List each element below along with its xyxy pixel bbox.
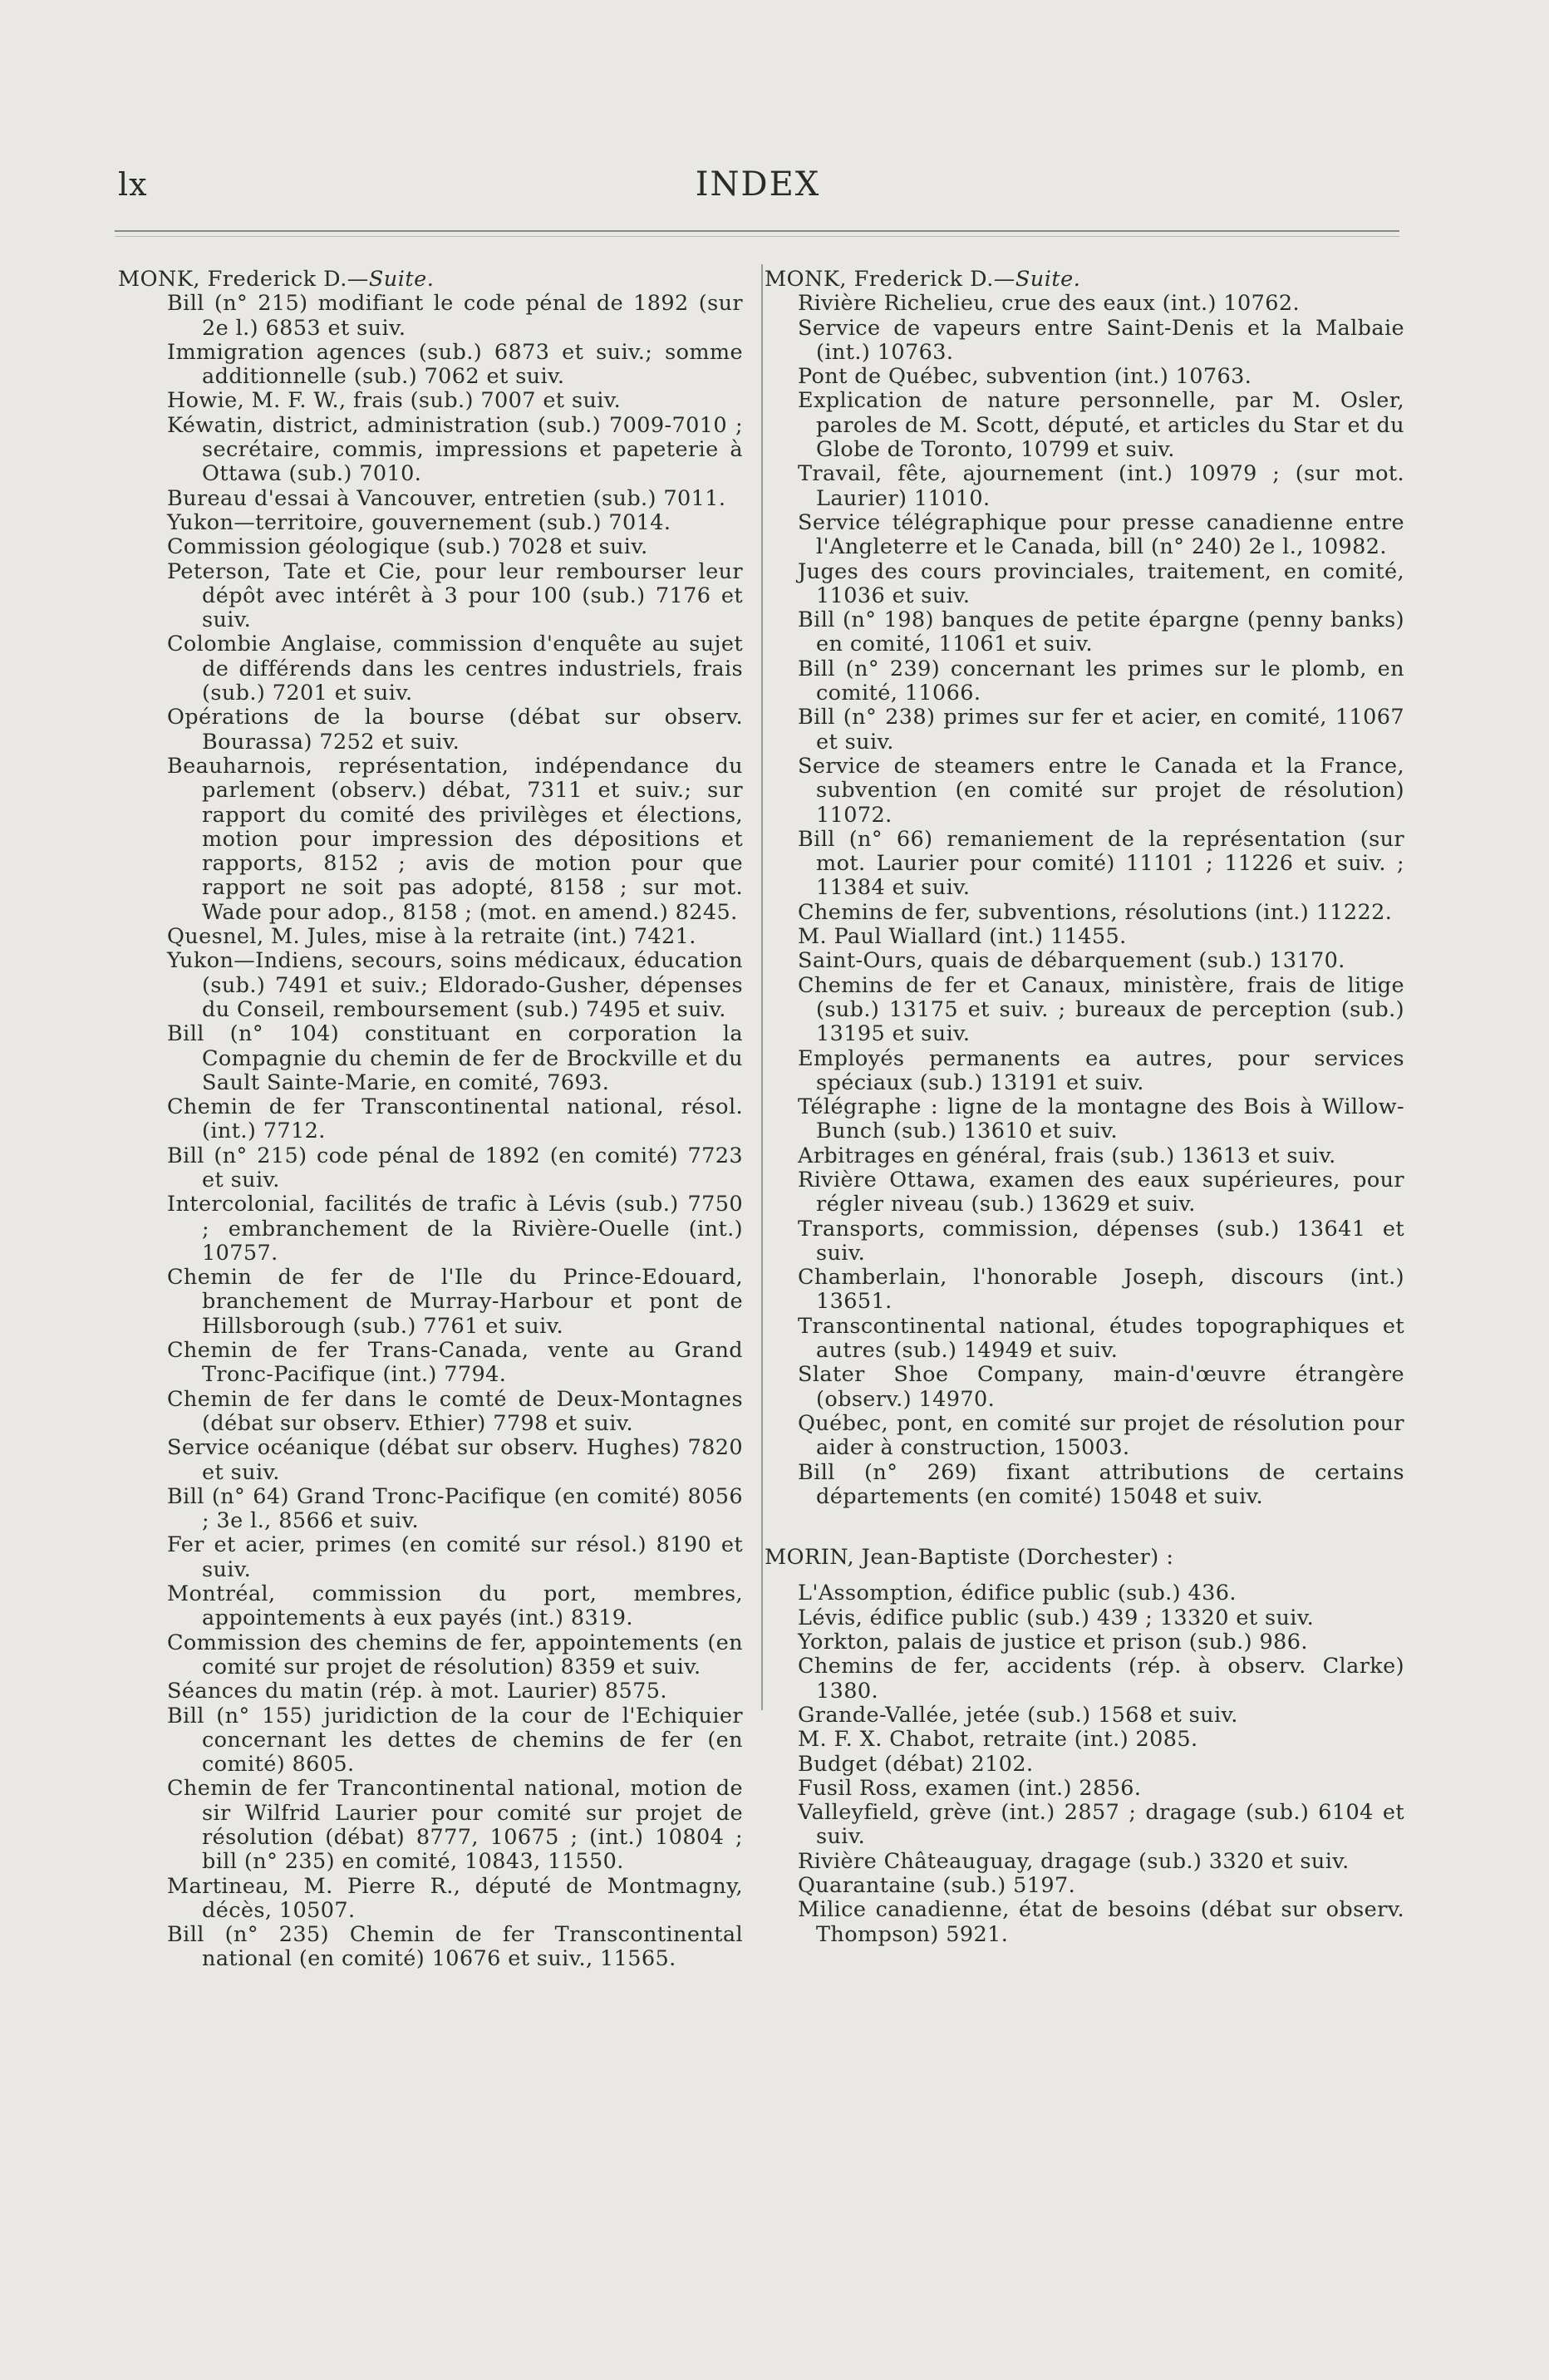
index-entry: Commission géologique (sub.) 7028 et suiv. xyxy=(167,534,648,560)
index-entry: Quesnel, M. Jules, mise à la retraite (int.) 7421. xyxy=(167,924,696,950)
index-entry: Colombie Anglaise, commission d'enquête au sujet de différends dans les centres industriels, frais (sub.) 7201 et suiv. xyxy=(167,632,743,706)
index-entry: Bill (n° 64) Grand Tronc-Pacifique (en comité) 8056 ; 3e l., 8566 et suiv. xyxy=(167,1483,743,1534)
index-entry: Service de vapeurs entre Saint-Denis et la Malbaie (int.) 10763. xyxy=(798,315,1404,365)
index-entry: Bill (n° 104) constituant en corporation la Compagnie du chemin de fer de Brockville et du Sault Sainte-Marie, en comité, 7693. xyxy=(167,1021,743,1095)
index-entry: Valleyfield, grève (int.) 2857 ; dragage (sub.) 6104 et suiv. xyxy=(798,1800,1404,1850)
index-entry: Immigration agences (sub.) 6873 et suiv.; somme additionnelle (sub.) 7062 et suiv. xyxy=(167,339,743,390)
index-entry: Quarantaine (sub.) 5197. xyxy=(798,1873,1076,1898)
index-entry: Budget (débat) 2102. xyxy=(798,1751,1034,1777)
index-entry: Rivière Richelieu, crue des eaux (int.) 10762. xyxy=(798,291,1301,317)
index-entry: Transcontinental national, études topographiques et autres (sub.) 14949 et suiv. xyxy=(798,1313,1404,1364)
index-entry: Bill (n° 269) fixant attributions de certains départements (en comité) 15048 et suiv. xyxy=(798,1459,1404,1509)
index-entry: Chemin de fer dans le comté de Deux-Montagnes (débat sur observ. Ethier) 7798 et suiv. xyxy=(167,1386,743,1436)
index-entry: Service télégraphique pour presse canadienne entre l'Angleterre et le Canada, bill (n° 240) 2e l., 10982. xyxy=(798,509,1404,560)
index-entry: Rivière Ottawa, examen des eaux supérieures, pour régler niveau (sub.) 13629 et suiv. xyxy=(798,1167,1404,1217)
index-entry: M. Paul Wiallard (int.) 11455. xyxy=(798,924,1127,950)
index-entry: Peterson, Tate et Cie, pour leur rembourser leur dépôt avec intérêt à 3 pour 100 (sub.) 7176 et suiv. xyxy=(167,558,743,633)
index-entry: Québec, pont, en comité sur projet de résolution pour aider à construction, 15003. xyxy=(798,1410,1404,1461)
left-column xyxy=(118,268,743,1972)
index-entry: Yukon—Indiens, secours, soins médicaux, éducation (sub.) 7491 et suiv.; Eldorado-Gusher, dépenses du Conseil, remboursement (sub.) 7495 et suiv. xyxy=(167,948,743,1022)
index-entry: Séances du matin (rép. à mot. Laurier) 8575. xyxy=(167,1679,667,1704)
index-entry: Chemin de fer Transcontinental national, résol. (int.) 7712. xyxy=(167,1094,743,1144)
index-entry: Chemin de fer Trancontinental national, motion de sir Wilfrid Laurier pour comité sur projet de résolution (débat) 8777, 10675 ; (int.) 10804 ; bill (n° 235) en comité, 10843, 11550. xyxy=(167,1776,743,1875)
page-number: lx xyxy=(118,166,148,203)
index-entry: Chemins de fer, accidents (rép. à observ. Clarke) 1380. xyxy=(798,1654,1404,1704)
index-entry: Yukon—territoire, gouvernement (sub.) 7014. xyxy=(167,509,671,535)
index-entry: Pont de Québec, subvention (int.) 10763. xyxy=(798,364,1252,390)
page-title: INDEX xyxy=(695,165,821,204)
index-entry: Fer et acier, primes (en comité sur résol.) 8190 et suiv. xyxy=(167,1532,743,1582)
section-gap xyxy=(765,1509,1404,1546)
index-entry: Bill (n° 235) Chemin de fer Transcontinental national (en comité) 10676 et suiv., 11565. xyxy=(167,1922,743,1972)
right-column xyxy=(765,268,1404,1947)
index-entry: Bill (n° 155) juridiction de la cour de l'Echiquier concernant les dettes de chemins de fer (en comité) 8605. xyxy=(167,1703,743,1778)
index-entry: Explication de nature personnelle, par M. Osler, paroles de M. Scott, député, et articles du Star et du Globe de Toronto, 10799 et suiv. xyxy=(798,388,1404,463)
index-entry: Commission des chemins de fer, appointements (en comité sur projet de résolution) 8359 et suiv. xyxy=(167,1630,743,1679)
page-header xyxy=(118,165,1398,214)
heading-name: MONK, Frederick D.— xyxy=(118,267,369,292)
index-entry: Howie, M. F. W., frais (sub.) 7007 et suiv. xyxy=(167,388,622,414)
index-entry: Bill (n° 66) remaniement de la représentation (sur mot. Laurier pour comité) 11101 ; 11226 et suiv. ; 11384 et suiv. xyxy=(798,826,1404,901)
index-entry: Fusil Ross, examen (int.) 2856. xyxy=(798,1775,1142,1801)
index-entry: Transports, commission, dépenses (sub.) 13641 et suiv. xyxy=(798,1216,1404,1266)
index-entry: Bill (n° 198) banques de petite épargne (penny banks) en comité, 11061 et suiv. xyxy=(798,607,1404,657)
index-entry: Martineau, M. Pierre R., député de Montmagny, décès, 10507. xyxy=(167,1873,743,1923)
index-entry: Milice canadienne, état de besoins (débat sur observ. Thompson) 5921. xyxy=(798,1897,1404,1947)
index-entry: Bureau d'essai à Vancouver, entretien (sub.) 7011. xyxy=(167,485,726,511)
index-entry: Chamberlain, l'honorable Joseph, discours (int.) 13651. xyxy=(798,1265,1404,1315)
index-entry: Chemins de fer, subventions, résolutions (int.) 11222. xyxy=(798,899,1393,925)
index-entry: Chemins de fer et Canaux, ministère, frais de litige (sub.) 13175 et suiv. ; bureaux de perception (sub.) 13195 et suiv. xyxy=(798,972,1404,1047)
index-entry: Télégraphe : ligne de la montagne des Bois à Willow-Bunch (sub.) 13610 et suiv. xyxy=(798,1094,1404,1144)
heading-suite: Suite. xyxy=(1015,267,1081,292)
entry-heading xyxy=(765,268,1404,292)
index-entry: Kéwatin, district, administration (sub.) 7009-7010 ; secrétaire, commis, impressions et papeterie à Ottawa (sub.) 7010. xyxy=(167,412,743,487)
index-entry: Saint-Ours, quais de débarquement (sub.) 13170. xyxy=(798,948,1345,974)
heading-suite: Suite. xyxy=(368,267,435,292)
index-entry: Chemin de fer de l'Ile du Prince-Edouard, branchement de Murray-Harbour et pont de Hillsborough (sub.) 7761 et suiv. xyxy=(167,1265,743,1339)
index-entry: Chemin de fer Trans-Canada, vente au Grand Tronc-Pacifique (int.) 7794. xyxy=(167,1338,743,1388)
index-entry: Service de steamers entre le Canada et la France, subvention (en comité sur projet de résolution) 11072. xyxy=(798,753,1404,828)
index-entry: Travail, fête, ajournement (int.) 10979 ; (sur mot. Laurier) 11010. xyxy=(798,461,1404,511)
index-entry: L'Assomption, édifice public (sub.) 436. xyxy=(798,1581,1237,1606)
index-entry: Rivière Châteauguay, dragage (sub.) 3320 et suiv. xyxy=(798,1848,1350,1874)
header-rule-secondary xyxy=(115,236,1399,237)
entry-list xyxy=(118,292,743,1971)
index-entry: Bill (n° 238) primes sur fer et acier, en comité, 11067 et suiv. xyxy=(798,705,1404,755)
index-entry: Opérations de la bourse (débat sur observ. Bourassa) 7252 et suiv. xyxy=(167,705,743,755)
index-entry: Employés permanents ea autres, pour services spéciaux (sub.) 13191 et suiv. xyxy=(798,1045,1404,1095)
index-entry: Lévis, édifice public (sub.) 439 ; 13320 et suiv. xyxy=(798,1605,1315,1630)
heading-name: MONK, Frederick D.— xyxy=(765,267,1015,292)
index-entry: Montréal, commission du port, membres, appointements à eux payés (int.) 8319. xyxy=(167,1581,743,1631)
index-entry: Bill (n° 215) modifiant le code pénal de 1892 (sur 2e l.) 6853 et suiv. xyxy=(167,291,743,341)
entry-heading-morin: MORIN, Jean-Baptiste (Dorchester) : xyxy=(765,1545,1174,1571)
header-rule xyxy=(115,230,1399,232)
index-entry: Beauharnois, représentation, indépendance du parlement (observ.) débat, 7311 et suiv.; sur rapport du comité des privilèges et élections, motion pour impression des dépositions et rapports, 8152 ; avis de motion pour que rapport ne soit pas adopté, 8158 ; sur mot. Wade pour adop., 8158 ; (mot. en amend.) 8245. xyxy=(167,753,743,925)
index-entry: Juges des cours provinciales, traitement, en comité, 11036 et suiv. xyxy=(798,558,1404,608)
index-entry: Bill (n° 215) code pénal de 1892 (en comité) 7723 et suiv. xyxy=(167,1143,743,1192)
index-entry: Bill (n° 239) concernant les primes sur le plomb, en comité, 11066. xyxy=(798,656,1404,706)
entry-list xyxy=(765,292,1404,1509)
index-entry: Yorkton, palais de justice et prison (sub.) 986. xyxy=(798,1630,1308,1655)
column-divider xyxy=(761,264,763,1710)
entry-list xyxy=(765,1581,1404,1946)
index-entry: Intercolonial, facilités de trafic à Lévis (sub.) 7750 ; embranchement de la Rivière-Ouelle (int.) 10757. xyxy=(167,1192,743,1266)
index-entry: Grande-Vallée, jetée (sub.) 1568 et suiv. xyxy=(798,1702,1238,1728)
entry-heading xyxy=(118,268,743,292)
index-entry: Arbitrages en général, frais (sub.) 13613 et suiv. xyxy=(798,1143,1336,1168)
index-entry: M. F. X. Chabot, retraite (int.) 2085. xyxy=(798,1727,1198,1753)
index-entry: Slater Shoe Company, main-d'œuvre étrangère (observ.) 14970. xyxy=(798,1362,1404,1412)
index-entry: Service océanique (débat sur observ. Hughes) 7820 et suiv. xyxy=(167,1435,743,1485)
